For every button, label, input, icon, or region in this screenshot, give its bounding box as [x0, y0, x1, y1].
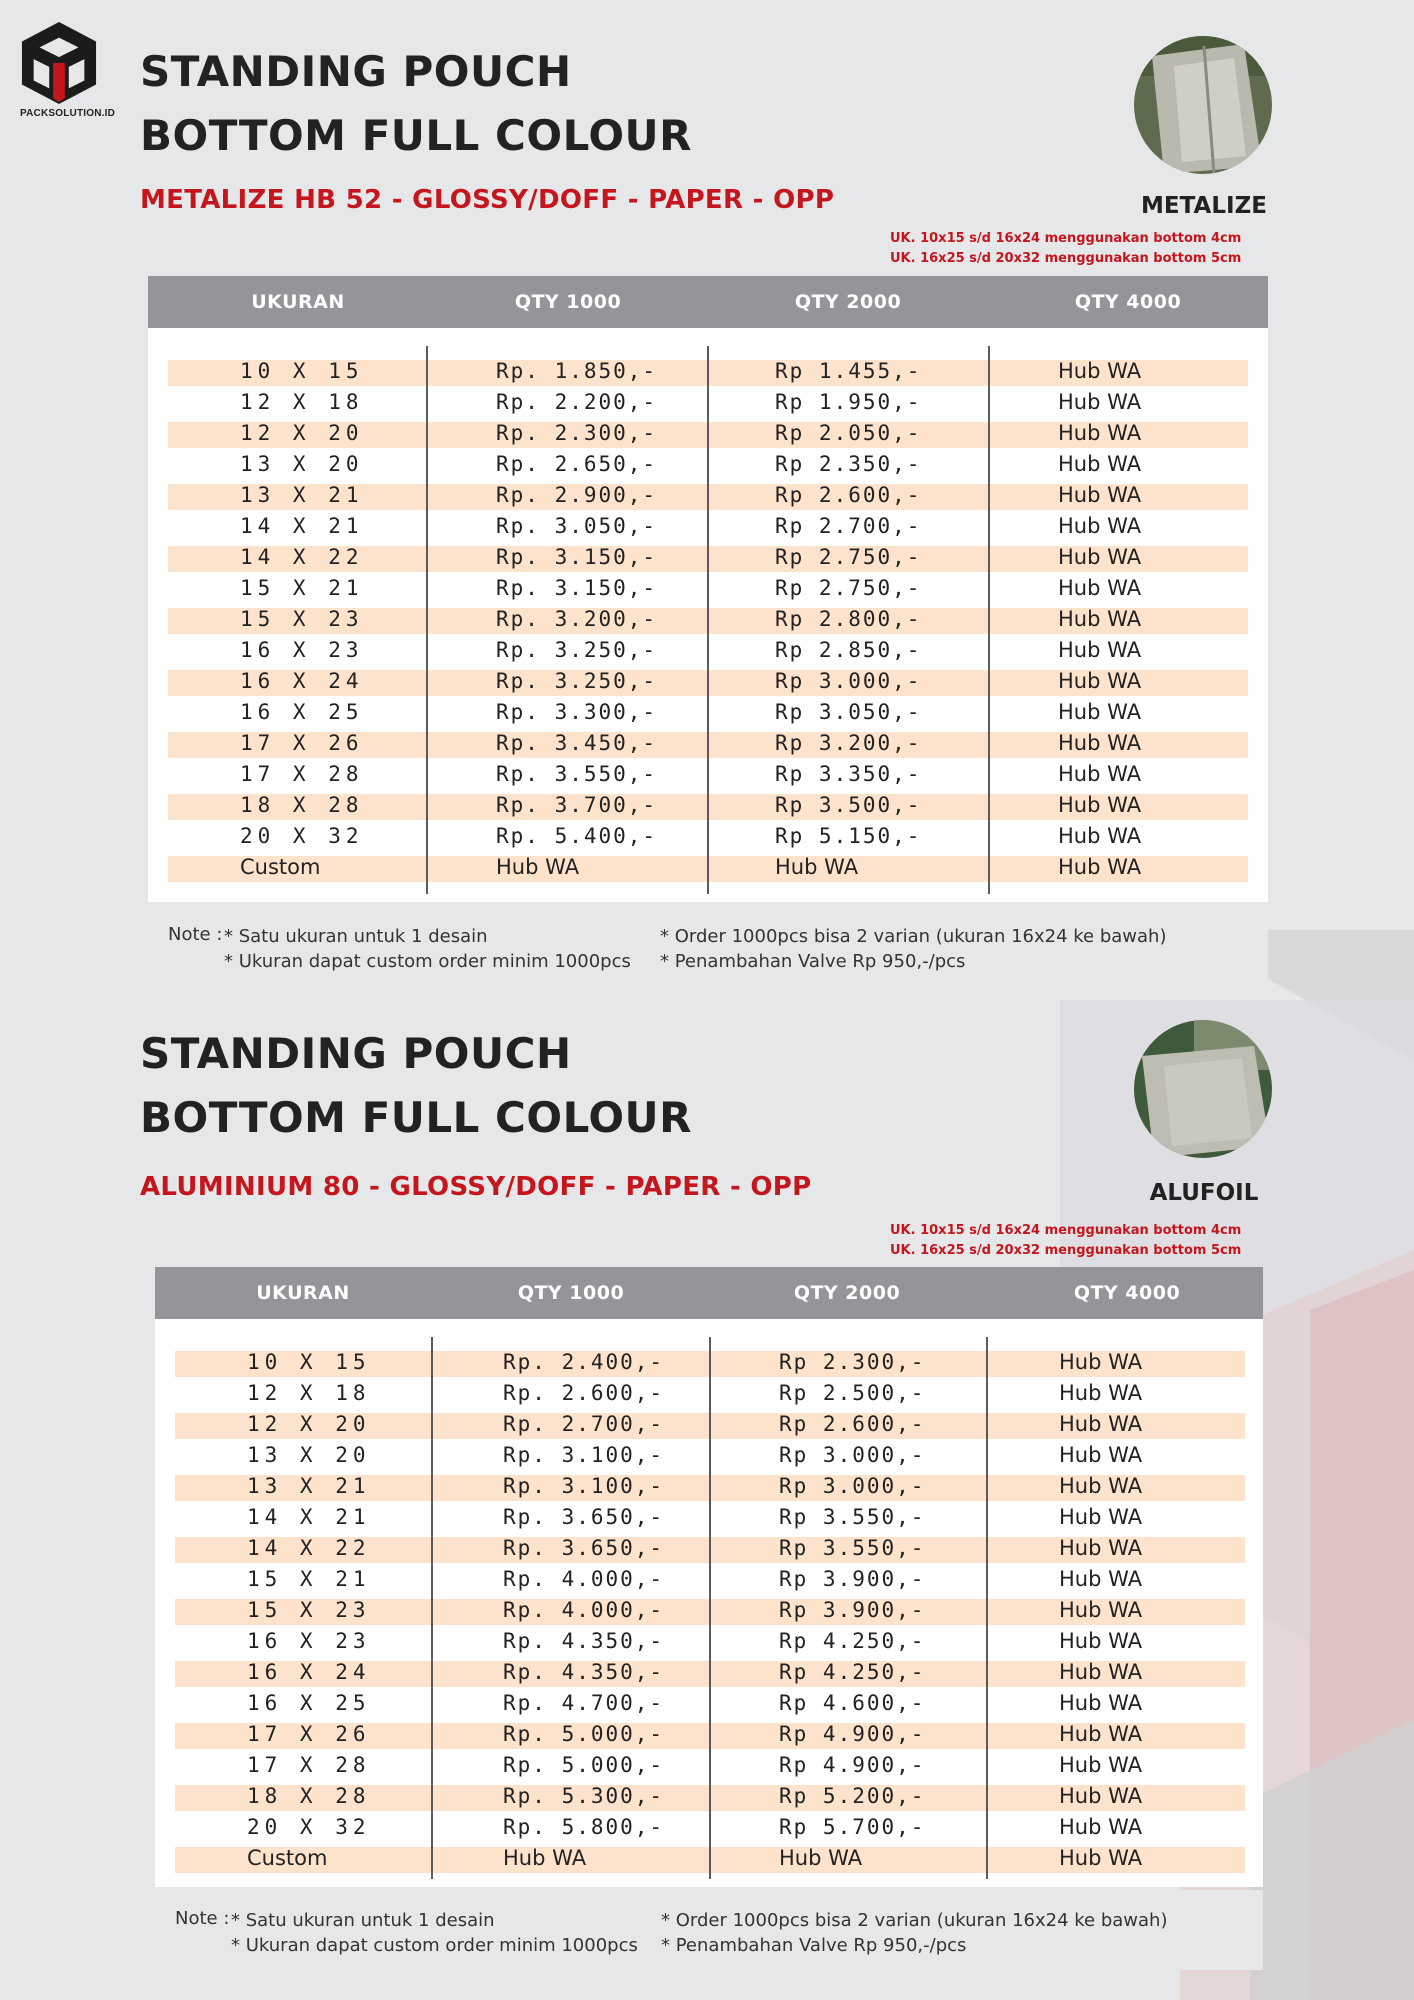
qty-1000-cell: Rp. 2.900,-	[496, 483, 658, 507]
qty-4000-cell: Hub WA	[1058, 421, 1142, 445]
qty-2000-cell: Rp 3.900,-	[779, 1567, 926, 1591]
qty-2000-cell: Hub WA	[775, 855, 859, 879]
qty-2000-cell: Rp 3.050,-	[775, 700, 922, 724]
qty-4000-cell: Hub WA	[1059, 1753, 1143, 1777]
qty-2000-cell: Hub WA	[779, 1846, 863, 1870]
size-cell: Custom	[240, 855, 321, 879]
section-title-line1: STANDING POUCH	[140, 47, 572, 96]
bottom-size-note-1: UK. 10x15 s/d 16x24 menggunakan bottom 4cm	[890, 231, 1242, 246]
qty-2000-cell: Rp 2.850,-	[775, 638, 922, 662]
column-divider	[707, 346, 709, 894]
size-cell: 12 X 18	[240, 390, 364, 414]
qty-1000-cell: Rp. 3.100,-	[503, 1474, 665, 1498]
qty-1000-cell: Rp. 3.550,-	[496, 762, 658, 786]
size-cell: 10 X 15	[240, 359, 364, 383]
qty-2000-cell: Rp 2.700,-	[775, 514, 922, 538]
size-cell: 18 X 28	[240, 793, 364, 817]
photo-label: METALIZE	[1141, 193, 1267, 219]
qty-1000-cell: Rp. 2.400,-	[503, 1350, 665, 1374]
material-subtitle: ALUMINIUM 80 - GLOSSY/DOFF - PAPER - OPP	[140, 1172, 812, 1202]
qty-1000-cell: Rp. 2.200,-	[496, 390, 658, 414]
qty-2000-cell: Rp 2.750,-	[775, 576, 922, 600]
price-table	[155, 1267, 1263, 1887]
qty-2000-cell: Rp 4.900,-	[779, 1722, 926, 1746]
qty-2000-cell: Rp 4.600,-	[779, 1691, 926, 1715]
qty-4000-cell: Hub WA	[1059, 1660, 1143, 1684]
size-cell: 20 X 32	[247, 1815, 371, 1839]
qty-4000-cell: Hub WA	[1059, 1536, 1143, 1560]
qty-1000-cell: Rp. 2.300,-	[496, 421, 658, 445]
col-header-qty-4000: QTY 4000	[1074, 291, 1182, 313]
brand-name: PACKSOLUTION.ID	[20, 108, 116, 119]
qty-4000-cell: Hub WA	[1058, 700, 1142, 724]
note-item: * Satu ukuran untuk 1 desain	[224, 926, 488, 947]
qty-1000-cell: Rp. 5.300,-	[503, 1784, 665, 1808]
col-header-qty-2000: QTY 2000	[794, 291, 902, 313]
qty-2000-cell: Rp 5.200,-	[779, 1784, 926, 1808]
qty-2000-cell: Rp 2.050,-	[775, 421, 922, 445]
section-metalize	[0, 0, 1414, 990]
qty-2000-cell: Rp 2.750,-	[775, 545, 922, 569]
size-cell: 13 X 20	[247, 1443, 371, 1467]
qty-1000-cell: Rp. 2.700,-	[503, 1412, 665, 1436]
size-cell: 17 X 28	[240, 762, 364, 786]
qty-2000-cell: Rp 3.350,-	[775, 762, 922, 786]
qty-1000-cell: Rp. 4.700,-	[503, 1691, 665, 1715]
qty-1000-cell: Rp. 3.300,-	[496, 700, 658, 724]
size-cell: 14 X 22	[247, 1536, 371, 1560]
qty-2000-cell: Rp 1.950,-	[775, 390, 922, 414]
qty-4000-cell: Hub WA	[1058, 390, 1142, 414]
qty-1000-cell: Rp. 3.200,-	[496, 607, 658, 631]
size-cell: 10 X 15	[247, 1350, 371, 1374]
note-item: * Penambahan Valve Rp 950,-/pcs	[661, 1935, 967, 1956]
size-cell: 18 X 28	[247, 1784, 371, 1808]
size-cell: 12 X 18	[247, 1381, 371, 1405]
section-title-line2: BOTTOM FULL COLOUR	[140, 111, 692, 160]
col-header-qty-2000: QTY 2000	[793, 1282, 901, 1304]
column-divider	[431, 1337, 433, 1879]
qty-4000-cell: Hub WA	[1059, 1784, 1143, 1808]
qty-4000-cell: Hub WA	[1059, 1474, 1143, 1498]
col-header-ukuran: UKURAN	[256, 1282, 350, 1304]
qty-1000-cell: Rp. 3.050,-	[496, 514, 658, 538]
column-divider	[986, 1337, 988, 1879]
qty-2000-cell: Rp 3.500,-	[775, 793, 922, 817]
qty-1000-cell: Rp. 3.650,-	[503, 1536, 665, 1560]
qty-1000-cell: Rp. 5.000,-	[503, 1753, 665, 1777]
qty-2000-cell: Rp 3.550,-	[779, 1536, 926, 1560]
material-subtitle: METALIZE HB 52 - GLOSSY/DOFF - PAPER - OPP	[140, 185, 835, 215]
qty-4000-cell: Hub WA	[1059, 1412, 1143, 1436]
size-cell: 13 X 20	[240, 452, 364, 476]
section-alufoil	[0, 1000, 1414, 2000]
qty-4000-cell: Hub WA	[1058, 855, 1142, 879]
qty-4000-cell: Hub WA	[1058, 452, 1142, 476]
note-item: * Satu ukuran untuk 1 desain	[231, 1910, 495, 1931]
qty-2000-cell: Rp 1.455,-	[775, 359, 922, 383]
section-title-line1: STANDING POUCH	[140, 1029, 572, 1078]
qty-1000-cell: Rp. 3.100,-	[503, 1443, 665, 1467]
qty-1000-cell: Rp. 5.400,-	[496, 824, 658, 848]
size-cell: 12 X 20	[247, 1412, 371, 1436]
col-header-qty-4000: QTY 4000	[1073, 1282, 1181, 1304]
qty-4000-cell: Hub WA	[1058, 359, 1142, 383]
qty-1000-cell: Rp. 3.250,-	[496, 638, 658, 662]
table-header	[155, 1267, 1263, 1319]
qty-2000-cell: Rp 4.900,-	[779, 1753, 926, 1777]
size-cell: 17 X 26	[240, 731, 364, 755]
note-item: * Order 1000pcs bisa 2 varian (ukuran 16x24 ke bawah)	[660, 926, 1167, 947]
qty-2000-cell: Rp 2.350,-	[775, 452, 922, 476]
size-cell: 15 X 21	[247, 1567, 371, 1591]
qty-4000-cell: Hub WA	[1058, 545, 1142, 569]
size-cell: 16 X 23	[247, 1629, 371, 1653]
qty-1000-cell: Rp. 2.600,-	[503, 1381, 665, 1405]
size-cell: 16 X 25	[240, 700, 364, 724]
qty-2000-cell: Rp 3.000,-	[775, 669, 922, 693]
qty-4000-cell: Hub WA	[1059, 1443, 1143, 1467]
product-photo	[1134, 1020, 1272, 1158]
size-cell: 15 X 23	[240, 607, 364, 631]
qty-2000-cell: Rp 4.250,-	[779, 1660, 926, 1684]
qty-2000-cell: Rp 2.600,-	[779, 1412, 926, 1436]
qty-2000-cell: Rp 2.800,-	[775, 607, 922, 631]
note-label: Note :	[175, 1908, 230, 1929]
qty-4000-cell: Hub WA	[1059, 1505, 1143, 1529]
qty-4000-cell: Hub WA	[1059, 1722, 1143, 1746]
price-table	[148, 276, 1268, 902]
size-cell: 15 X 23	[247, 1598, 371, 1622]
qty-1000-cell: Rp. 4.000,-	[503, 1567, 665, 1591]
size-cell: 16 X 25	[247, 1691, 371, 1715]
note-item: * Ukuran dapat custom order minim 1000pcs	[224, 951, 631, 972]
size-cell: 12 X 20	[240, 421, 364, 445]
qty-1000-cell: Rp. 3.150,-	[496, 545, 658, 569]
metalize-pouch-image	[1134, 36, 1272, 174]
qty-1000-cell: Rp. 4.350,-	[503, 1660, 665, 1684]
size-cell: 15 X 21	[240, 576, 364, 600]
note-item: * Penambahan Valve Rp 950,-/pcs	[660, 951, 966, 972]
bottom-size-note-2: UK. 16x25 s/d 20x32 menggunakan bottom 5cm	[890, 1243, 1242, 1258]
qty-1000-cell: Rp. 5.000,-	[503, 1722, 665, 1746]
qty-1000-cell: Hub WA	[496, 855, 580, 879]
column-divider	[709, 1337, 711, 1879]
product-photo	[1134, 36, 1272, 174]
col-header-ukuran: UKURAN	[251, 291, 345, 313]
alufoil-pouch-image	[1134, 1020, 1272, 1158]
size-cell: 14 X 22	[240, 545, 364, 569]
qty-2000-cell: Rp 3.550,-	[779, 1505, 926, 1529]
size-cell: Custom	[247, 1846, 328, 1870]
qty-2000-cell: Rp 2.500,-	[779, 1381, 926, 1405]
qty-1000-cell: Rp. 2.650,-	[496, 452, 658, 476]
qty-2000-cell: Rp 2.600,-	[775, 483, 922, 507]
qty-2000-cell: Rp 5.700,-	[779, 1815, 926, 1839]
qty-1000-cell: Hub WA	[503, 1846, 587, 1870]
column-divider	[426, 346, 428, 894]
size-cell: 16 X 24	[247, 1660, 371, 1684]
notes-panel	[148, 902, 1268, 982]
qty-4000-cell: Hub WA	[1059, 1846, 1143, 1870]
qty-2000-cell: Rp 2.300,-	[779, 1350, 926, 1374]
qty-2000-cell: Rp 3.000,-	[779, 1443, 926, 1467]
qty-4000-cell: Hub WA	[1059, 1350, 1143, 1374]
qty-2000-cell: Rp 3.000,-	[779, 1474, 926, 1498]
qty-1000-cell: Rp. 4.350,-	[503, 1629, 665, 1653]
qty-1000-cell: Rp. 3.150,-	[496, 576, 658, 600]
note-label: Note :	[168, 924, 223, 945]
qty-4000-cell: Hub WA	[1059, 1691, 1143, 1715]
col-header-qty-1000: QTY 1000	[517, 1282, 625, 1304]
qty-4000-cell: Hub WA	[1058, 731, 1142, 755]
size-cell: 14 X 21	[247, 1505, 371, 1529]
qty-2000-cell: Rp 4.250,-	[779, 1629, 926, 1653]
notes-panel	[155, 1890, 1263, 1970]
qty-4000-cell: Hub WA	[1058, 483, 1142, 507]
note-item: * Ukuran dapat custom order minim 1000pcs	[231, 1935, 638, 1956]
qty-4000-cell: Hub WA	[1058, 669, 1142, 693]
bottom-size-note-1: UK. 10x15 s/d 16x24 menggunakan bottom 4cm	[890, 1223, 1242, 1238]
qty-4000-cell: Hub WA	[1059, 1567, 1143, 1591]
size-cell: 20 X 32	[240, 824, 364, 848]
photo-label: ALUFOIL	[1149, 1180, 1259, 1206]
section-title-line2: BOTTOM FULL COLOUR	[140, 1093, 692, 1142]
qty-2000-cell: Rp 3.200,-	[775, 731, 922, 755]
size-cell: 16 X 24	[240, 669, 364, 693]
qty-4000-cell: Hub WA	[1058, 638, 1142, 662]
qty-4000-cell: Hub WA	[1059, 1815, 1143, 1839]
qty-2000-cell: Rp 3.900,-	[779, 1598, 926, 1622]
qty-4000-cell: Hub WA	[1058, 793, 1142, 817]
qty-1000-cell: Rp. 4.000,-	[503, 1598, 665, 1622]
qty-1000-cell: Rp. 5.800,-	[503, 1815, 665, 1839]
col-header-qty-1000: QTY 1000	[514, 291, 622, 313]
table-header	[148, 276, 1268, 328]
qty-1000-cell: Rp. 1.850,-	[496, 359, 658, 383]
qty-4000-cell: Hub WA	[1058, 514, 1142, 538]
qty-4000-cell: Hub WA	[1058, 607, 1142, 631]
qty-1000-cell: Rp. 3.700,-	[496, 793, 658, 817]
qty-1000-cell: Rp. 3.250,-	[496, 669, 658, 693]
qty-1000-cell: Rp. 3.450,-	[496, 731, 658, 755]
size-cell: 17 X 28	[247, 1753, 371, 1777]
size-cell: 13 X 21	[240, 483, 364, 507]
qty-2000-cell: Rp 5.150,-	[775, 824, 922, 848]
qty-4000-cell: Hub WA	[1059, 1629, 1143, 1653]
bottom-size-note-2: UK. 16x25 s/d 20x32 menggunakan bottom 5cm	[890, 251, 1242, 266]
size-cell: 17 X 26	[247, 1722, 371, 1746]
size-cell: 13 X 21	[247, 1474, 371, 1498]
qty-4000-cell: Hub WA	[1059, 1381, 1143, 1405]
size-cell: 14 X 21	[240, 514, 364, 538]
qty-4000-cell: Hub WA	[1058, 824, 1142, 848]
qty-1000-cell: Rp. 3.650,-	[503, 1505, 665, 1529]
size-cell: 16 X 23	[240, 638, 364, 662]
qty-4000-cell: Hub WA	[1058, 576, 1142, 600]
column-divider	[988, 346, 990, 894]
qty-4000-cell: Hub WA	[1058, 762, 1142, 786]
note-item: * Order 1000pcs bisa 2 varian (ukuran 16x24 ke bawah)	[661, 1910, 1168, 1931]
qty-4000-cell: Hub WA	[1059, 1598, 1143, 1622]
